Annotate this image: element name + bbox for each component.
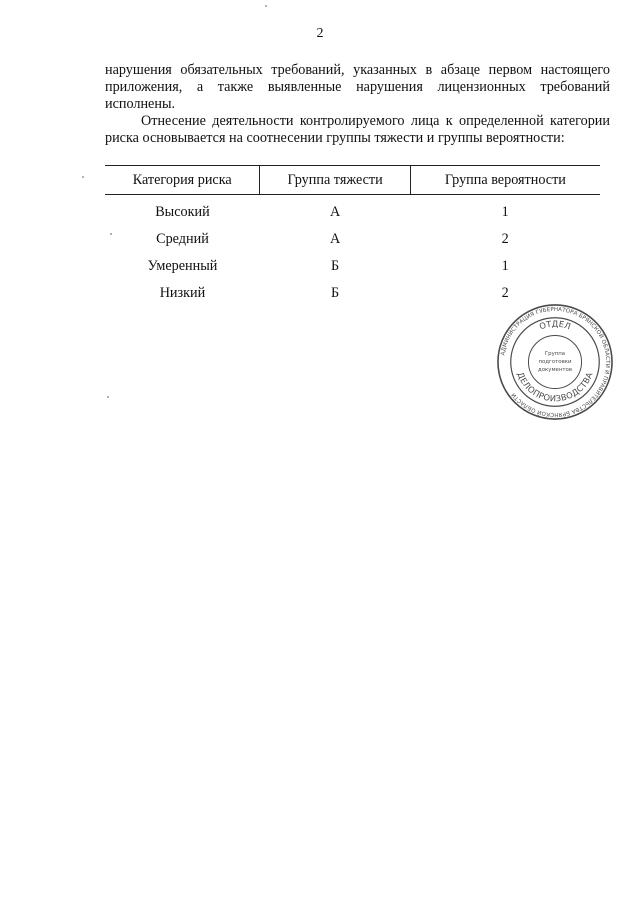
official-seal <box>496 303 614 421</box>
seal-center-line-3: документов <box>538 366 572 373</box>
scan-speck <box>265 5 267 7</box>
risk-category-table <box>105 165 600 307</box>
cell-probability: 1 <box>501 258 509 274</box>
seal-ring-bottom-text: ДЕЛОПРОИЗВОДСТВА <box>515 370 595 404</box>
header-severity-group: Группа тяжести <box>260 166 410 195</box>
cell-severity: Б <box>331 285 340 301</box>
cell-severity: А <box>329 231 341 247</box>
paragraph-risk-category: Отнесение деятельности контролируемого лица к определенной категории риска основывается на соотнесении группы тяжести и группы вероятности: <box>105 113 610 146</box>
cell-probability: 2 <box>501 231 509 247</box>
cell-probability: 1 <box>501 204 509 220</box>
page-number: 2 <box>316 26 324 41</box>
scan-speck <box>107 396 109 398</box>
cell-probability: 2 <box>501 285 509 301</box>
cell-severity: А <box>329 204 341 220</box>
scan-speck <box>110 233 112 235</box>
seal-center-line-1: Группа <box>544 351 566 358</box>
seal-ring-top-text: ОТДЕЛ <box>537 318 573 332</box>
cell-category: Низкий <box>159 285 206 301</box>
cell-severity: Б <box>331 258 340 274</box>
cell-category: Высокий <box>155 204 210 220</box>
table-row <box>105 253 600 280</box>
header-risk-category: Категория риска <box>105 166 260 195</box>
cell-category: Средний <box>156 231 209 247</box>
seal-center-line-2: подготовки <box>538 358 572 365</box>
paragraph-continuation: нарушения обязательных требований, указанных в абзаце первом настоящего приложения, а также выявленные нарушения лицензионных требований исполнены. <box>105 62 610 112</box>
scan-speck <box>82 176 84 178</box>
table-header-row <box>105 166 600 195</box>
cell-category: Умеренный <box>147 258 218 274</box>
table-row <box>105 195 600 227</box>
table-row <box>105 226 600 253</box>
seal-outer-text: АДМИНИСТРАЦИЯ ГУБЕРНАТОРА БРЯНСКОЙ ОБЛАСТИ И ПРАВИТЕЛЬСТВА БРЯНСКОЙ ОБЛАСТИ <box>500 306 611 418</box>
header-probability-group: Группа вероятности <box>410 166 600 195</box>
